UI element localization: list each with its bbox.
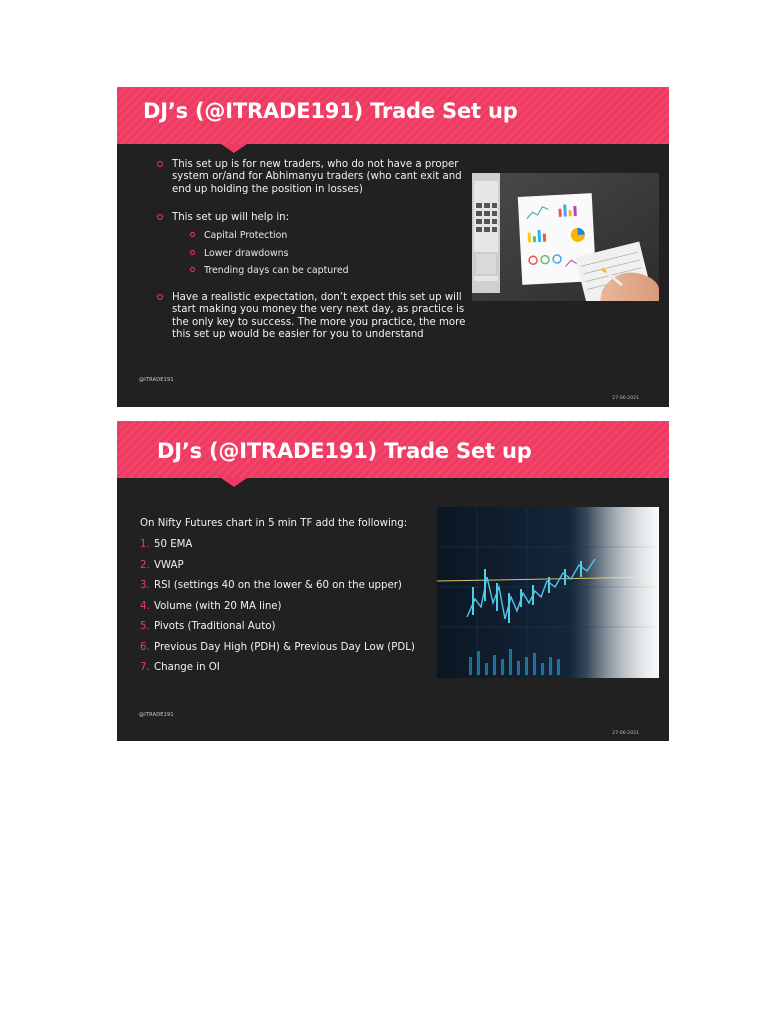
slide-title: DJ’s (@ITRADE191) Trade Set up — [143, 99, 518, 123]
sub-bullet-item — [190, 265, 469, 276]
list-number: 4. — [140, 600, 150, 612]
bullet-text: Have a realistic expectation, don’t expect this set up will start making you money the very next day, as practice is the only key to success. The more you practice, the more this set up would be easier for you to understand — [172, 292, 466, 341]
slide-1 — [117, 87, 669, 407]
footer-date: 27-06-2021 — [612, 731, 639, 736]
sub-bullet-text: Capital Protection — [204, 230, 288, 242]
list-number: 3. — [140, 580, 150, 591]
list-number: 1. — [140, 539, 150, 550]
list-text: Change in OI — [154, 662, 220, 673]
ring-bullet-icon — [157, 214, 163, 220]
photo-illustration — [472, 173, 659, 301]
ring-bullet-icon — [157, 294, 163, 300]
list-number: 6. — [140, 641, 150, 653]
sub-bullet-text: Lower drawdowns — [204, 247, 289, 259]
list-number: 2. — [140, 559, 150, 571]
bullet-text: This set up will help in: — [172, 211, 290, 223]
list-text: VWAP — [154, 559, 184, 571]
bullet-item — [157, 292, 469, 341]
slide-header — [117, 421, 669, 478]
ring-bullet-icon — [190, 232, 195, 237]
footer-handle: @ITRADE191 — [139, 712, 174, 718]
list-number: 7. — [140, 662, 150, 673]
ring-bullet-icon — [190, 267, 195, 272]
list-item — [140, 601, 415, 613]
list-text: Previous Day High (PDH) & Previous Day Low (PDL) — [154, 641, 415, 653]
sub-bullet-text: Trending days can be captured — [204, 265, 349, 277]
photo-illustration — [437, 507, 659, 678]
list-text: RSI (settings 40 on the lower & 60 on the upper) — [154, 580, 402, 591]
list-item — [140, 539, 415, 551]
list-text: Volume (with 20 MA line) — [154, 600, 282, 612]
sub-bullet-item — [190, 248, 469, 259]
list-item — [140, 662, 415, 674]
list-text: 50 EMA — [154, 539, 193, 550]
list-item — [140, 560, 415, 572]
bullet-text: This set up is for new traders, who do not have a proper system or/and for Abhimanyu traders (who cant exit and end up holding the position in losses) — [172, 159, 462, 195]
footer-handle: @ITRADE191 — [139, 377, 174, 383]
slide-title: DJ’s (@ITRADE191) Trade Set up — [157, 439, 532, 463]
trading-screen-photo — [437, 507, 659, 678]
slide-2 — [117, 421, 669, 741]
laptop-charts-photo — [472, 173, 659, 301]
ring-bullet-icon — [157, 161, 163, 167]
list-item — [140, 621, 415, 633]
slide-header — [117, 87, 669, 144]
list-item — [140, 580, 415, 592]
header-pointer — [221, 478, 247, 487]
bullet-list — [157, 159, 469, 341]
intro-text: On Nifty Futures chart in 5 min TF add the following: — [140, 518, 408, 529]
bullet-item — [157, 159, 469, 196]
list-text: Pivots (Traditional Auto) — [154, 621, 276, 632]
footer-date: 27-06-2021 — [612, 396, 639, 401]
sub-bullet-list — [172, 230, 469, 276]
list-item — [140, 642, 415, 654]
numbered-list — [140, 539, 415, 683]
ring-bullet-icon — [190, 250, 195, 255]
bullet-item — [157, 212, 469, 276]
list-number: 5. — [140, 621, 150, 632]
sub-bullet-item — [190, 230, 469, 241]
header-pointer — [221, 144, 247, 153]
